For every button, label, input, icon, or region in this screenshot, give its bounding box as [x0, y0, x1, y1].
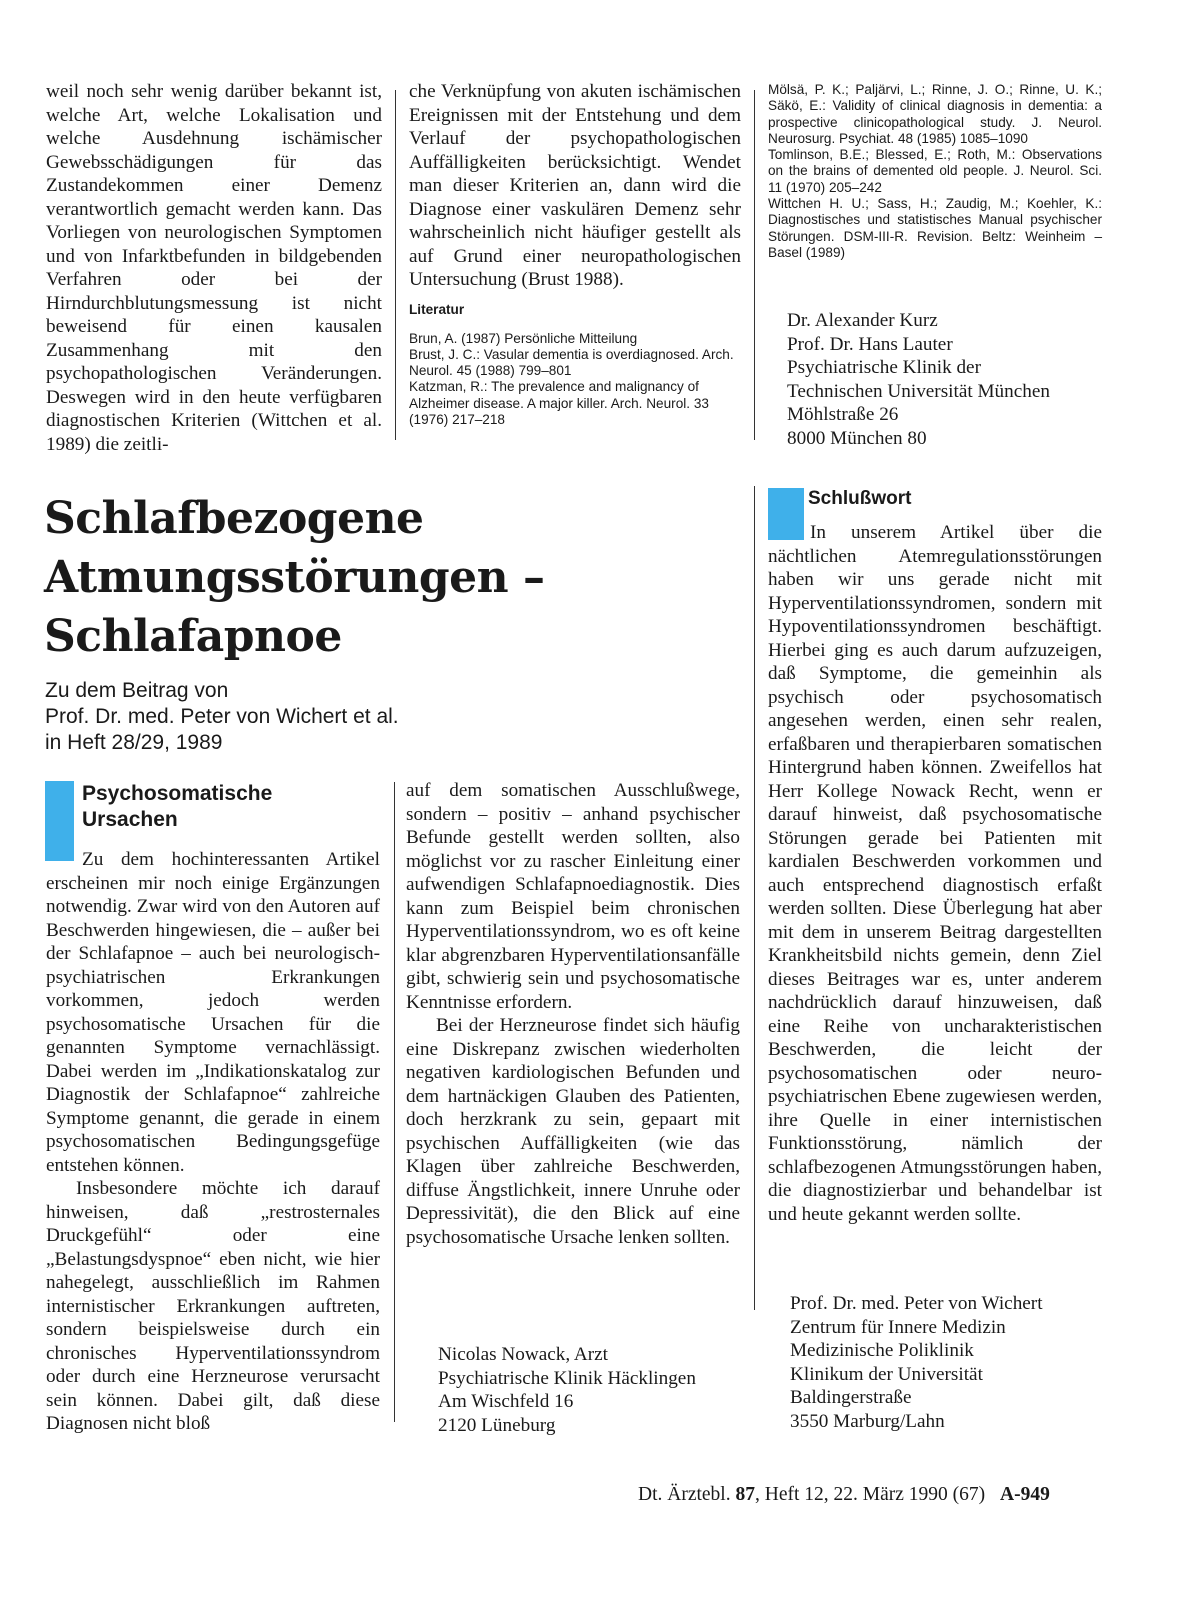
address-line: 3550 Marburg/Lahn	[790, 1410, 945, 1432]
address-line: Psychiatrische Klinik der	[787, 357, 981, 378]
letter1-author-address	[438, 1343, 696, 1437]
letter1-column-2	[406, 779, 740, 1249]
top-col2-text: che Verknüpfung von akuten ischämischen Ereignissen mit der Entstehung und dem Verlauf der psychopathologischen Auffälligkeiten berücksichtigt. Wendet man dieser Kriterien an, dann wird die Diagnose einer vaskulären Demenz sehr wahrscheinlich nicht häufiger gestellt als auf Grund einer neuropathologischen Untersuchung (Brust 1988).	[409, 81, 741, 290]
letter1-paragraph: auf dem somatischen Ausschlußwege, sondern – positiv – anhand psychischer Befunde gestellt werden sollten, also möglichst vor zu rascher Einleitung einer aufwendigen Schlafapnoediagnostik. Dies kann zum Beispiel beim chronischen Hyperventilationssyndrom, wo es oft keine klar abgrenzbaren Hyperventilationsanfälle gibt, schwierig sein und psychosomatische Kenntnisse erfordern.	[406, 780, 740, 1013]
reference-item: Katzman, R.: The prevalence and malignancy of Alzheimer disease. A major killer. Arch. Neurol. 33 (1976) 217–218	[409, 379, 709, 427]
letter2-author-address	[790, 1292, 1043, 1433]
address-line: Prof. Dr. med. Peter von Wichert	[790, 1293, 1043, 1314]
top-column-2	[409, 80, 741, 428]
title-line: Schlafbezogene	[44, 493, 424, 544]
literatur-heading: Literatur	[409, 301, 465, 317]
letter1-paragraph: Insbesondere möchte ich darauf hinweisen, daß „restrosternales Druckgefühl“ oder eine „Belastungsdyspnoe“ eben nicht, wie hier nahegelegt, ausschließlich im Rahmen internistischer Erkrankungen auftreten, sondern beispielsweise durch ein chronisches Hyperventilationssyndrom oder durch eine Herzneurose verursacht sein können. Dabei gilt, daß diese Diagnosen nicht bloß	[46, 1178, 380, 1434]
address-line: Psychiatrische Klinik Häcklingen	[438, 1367, 696, 1389]
references-col3	[768, 82, 1102, 261]
article-title	[44, 489, 744, 666]
reference-item: Mölsä, P. K.; Paljärvi, L.; Rinne, J. O.; Rinne, U. K.; Säkö, E.: Validity of clinical diagnosis in dementia: a prospective clinicopathological study. J. Neurol. Neurosurg. Psychiat. 48 (1985) 1085–1090	[768, 82, 1102, 146]
address-line: Prof. Dr. Hans Lauter	[787, 333, 953, 355]
address-line: 8000 München 80	[787, 427, 927, 449]
title-line: Atmungsstörungen –	[44, 552, 545, 603]
address-line: Am Wischfeld 16	[438, 1391, 574, 1412]
reference-item: Brust, J. C.: Vasular dementia is overdiagnosed. Arch. Neurol. 45 (1988) 799–801	[409, 346, 734, 379]
footer-journal: Dt. Ärztebl.	[638, 1484, 731, 1505]
page-footer	[638, 1484, 1050, 1506]
reference-item: Brun, A. (1987) Persönliche Mitteilung	[409, 330, 638, 346]
address-line: Nicolas Nowack, Arzt	[438, 1344, 608, 1365]
top-author-address	[787, 309, 1050, 450]
reference-item: Tomlinson, B.E.; Blessed, E.; Roth, M.: Observations on the brains of demented old people. J. Neurol. Sci. 11 (1970) 205–242	[768, 147, 1102, 195]
footer-issue: , Heft 12, 22. März 1990 (67)	[754, 1484, 986, 1505]
address-line: Dr. Alexander Kurz	[787, 310, 938, 331]
column-divider	[754, 486, 755, 1310]
reference-item: Wittchen H. U.; Sass, H.; Zaudig, M.; Koehler, K.: Diagnostisches und statistisches Manual psychischer Störungen. DSM-III-R. Revision. Beltz: Weinheim – Basel (1989)	[768, 196, 1102, 260]
subtitle-line: Zu dem Beitrag von	[45, 679, 229, 702]
section-heading-psychosomatische: Psychosomatische Ursachen	[82, 782, 273, 831]
top-column-1	[46, 80, 382, 456]
column-divider	[754, 90, 755, 440]
column-divider	[395, 90, 396, 440]
address-line: Medizinische Poliklinik	[790, 1340, 974, 1361]
address-line: Baldingerstraße	[790, 1387, 912, 1408]
letter1-paragraph: Zu dem hochinteressanten Artikel erscheinen mir noch einige Ergänzungen notwendig. Zwar wird von den Autoren auf Beschwerden hingewiesen, die – außer bei der Schlafapnoe – auch bei neurologisch-psychiatrischen Erkrankungen vorkommen, jedoch werden psychosomatische Ursachen für die genannten Symptome vernachlässigt. Dabei werden im „Indikationskatalog zur Diagnostik der Schlafapnoe“ zahlreiche Symptome genannt, die gerade in einem psychosomatischen Bedingungsgefüge entstehen können.	[46, 849, 380, 1176]
title-line: Schlafapnoe	[44, 611, 342, 662]
footer-page-number: A-949	[1000, 1484, 1050, 1505]
address-line: Zentrum für Innere Medizin	[790, 1316, 1006, 1338]
address-line: 2120 Lüneburg	[438, 1414, 556, 1436]
article-subtitle	[45, 678, 399, 756]
address-line: Möhlstraße 26	[787, 404, 899, 425]
references-col2	[409, 331, 741, 429]
address-line: Technischen Universität München	[787, 380, 1050, 402]
letter2-body	[768, 521, 1102, 1226]
letter1-column-1	[46, 848, 380, 1436]
letter1-paragraph: Bei der Herzneurose findet sich häufig eine Diskrepanz zwischen wiederholten negativen kardiologischen Befunden und dem hartnäckigen Glauben des Patienten, doch herzkrank zu sein, gepaart mit psychischen Auffälligkeiten (wie das Klagen über zahlreiche Beschwerden, diffuse Ängstlichkeit, innere Unruhe oder Depressivität), die den Blick auf eine psychosomatische Ursache lenken sollten.	[406, 1015, 740, 1248]
footer-volume: 87	[735, 1484, 755, 1505]
column-divider	[394, 782, 395, 1422]
letter2-paragraph: In unserem Artikel über die nächtlichen Atemregulationsstörungen haben wir uns gerade nicht mit Hyperventilationssyndromen, sondern mit Hypoventilationssyndromen beschäftigt. Hierbei ging es auch darum aufzuzeigen, daß Symptome, die gemeinhin als psychisch oder psychosomatisch angesehen werden, einen sehr realen, erfaßbaren und therapierbaren somatischen Hintergrund haben können. Zweifellos hat Herr Kollege Nowack Recht, wenn er darauf hinweist, daß psychosomatische Störungen gerade bei Patienten mit kardialen Beschwerden vorkommen und auch entsprechend diagnostisch erfaßt werden sollten. Diese Überlegung hat aber mit dem in unserem Beitrag dargestellten Krankheitsbild nichts gemein, denn Ziel dieses Beitrages war es, unter anderem nachdrücklich darauf hinzuweisen, daß eine Reihe von uncharakteristischen Beschwerden, die leicht der psychosomatischen oder neuro-psychiatrischen Ebene zugewiesen werden, ihre Quelle in einer internistischen Funktionsstörung, nämlich der schlafbezogenen Atmungsstörungen haben, die diagnostizierbar und behandelbar ist und heute gekannt werden sollte.	[768, 522, 1102, 1225]
top-col1-text: weil noch sehr wenig darüber bekannt ist, welche Art, welche Lokalisation und welche Ausdehnung ischämischer Gewebsschädigungen für das Zustandekommen einer Demenz verantwortlich gemacht werden kann. Das Vorliegen von neurologischen Symptomen und von Infarktbefunden in bildgebenden Verfahren oder bei der Hirndurchblutungsmessung ist nicht beweisend für einen kausalen Zusammenhang mit den psychopathologischen Veränderungen. Deswegen wird in den heute verfügbaren diagnostischen Kriterien (Wittchen et al. 1989) die zeitli-	[46, 81, 382, 455]
section-heading-schlusswort: Schlußwort	[808, 488, 912, 509]
subtitle-line: Prof. Dr. med. Peter von Wichert et al.	[45, 705, 399, 728]
subtitle-line: in Heft 28/29, 1989	[45, 731, 223, 754]
address-line: Klinikum der Universität	[790, 1363, 983, 1385]
